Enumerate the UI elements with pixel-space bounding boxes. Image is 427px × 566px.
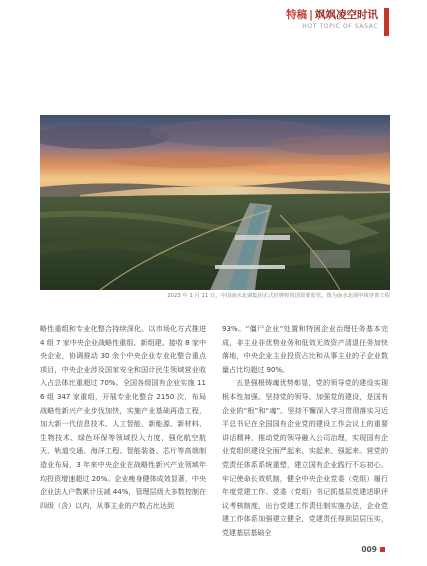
body-column-left [40,322,206,512]
page-header [286,8,389,36]
body-column-right [222,322,388,540]
header-accent-bar [384,8,389,36]
header-text [286,8,378,31]
header-tag: 特稿 [286,9,308,21]
aerial-photo [40,115,390,290]
aerial-landscape-image [40,115,390,290]
header-subtitle: HOT TOPIC OF SASAC [302,23,378,30]
header-separator: | [309,9,313,21]
page-number-text: 009 [361,545,377,554]
body-paragraph: 93%。“僵尸企业”处置和特困企业治理任务基本完成，非主业非优势业务和低效无效资产清退任务加快落地，中央企业主业投资占比和从事主业的子企业数量占比均超过 90%。 [222,324,388,374]
header-column-title: 飒飒凌空时讯 [315,9,378,21]
header-title [286,8,378,22]
body-paragraph: 五是强根铸魂优势彰显，党的领导党的建设实现根本性加强。坚持党的领导、加强党的建设，是国有企业的“根”和“魂”。坚持不懈深入学习贯彻落实习近平总书记在全国国有企业党的建设工作会议上的重要讲话精神，推动党的领导融入公司治理，实现国有企业党组织建设全面严起来、实起来、强起来。营党的党责任体系系统重塑，建立国有企业践行不忘初心、牢记使命长效机制，健全中央企业党委（党组）履行年度党建工作、党委（党组）书记抓基层党建述职评议考核制度，出台党建工作责任制实施办法，企业党建工作体系加强建立健全，党建责任得到层层压实，党建基层基础全 [222,378,388,537]
photo-caption: 2023 年 1 月 11 日，中国南水北调集团正式挂牌将资国资委监管。图为南水北调中线穿黄工程 [167,293,390,299]
page-number [361,545,385,554]
body-paragraph: 略性重组和专业化整合持续深化。以市场化方式推进 4 组 7 家中央企业战略性重组、新组建、接收 8 家中央企业，协调推动 30 余个中央企业专业化整合重点项目，中央企业涉及国家安全和国计民生领域营业收入占总体比重超过 70%。全国各级国有企业实施 116 组 347 家重组，开展专业化整合 2150 次，布局战略性新兴产业步伐加快，实施产业基础再造工程，加大新一代信息技术、人工智能、新能源、新材料、生物技术、绿色环保等领域投入力度，强化航空航天、轨道交通、海洋工程、智能装备、芯片等高端制造业布局，3 年来中央企业在战略性新兴产业领域年均投资增速超过 20%。企业瘦身健体成效显著，中央企业法人户数累计压减 44%，管理层级大多数控制在四级（含）以内，从事主业的户数占比达到 [40,324,206,510]
page-number-marker [380,547,385,552]
